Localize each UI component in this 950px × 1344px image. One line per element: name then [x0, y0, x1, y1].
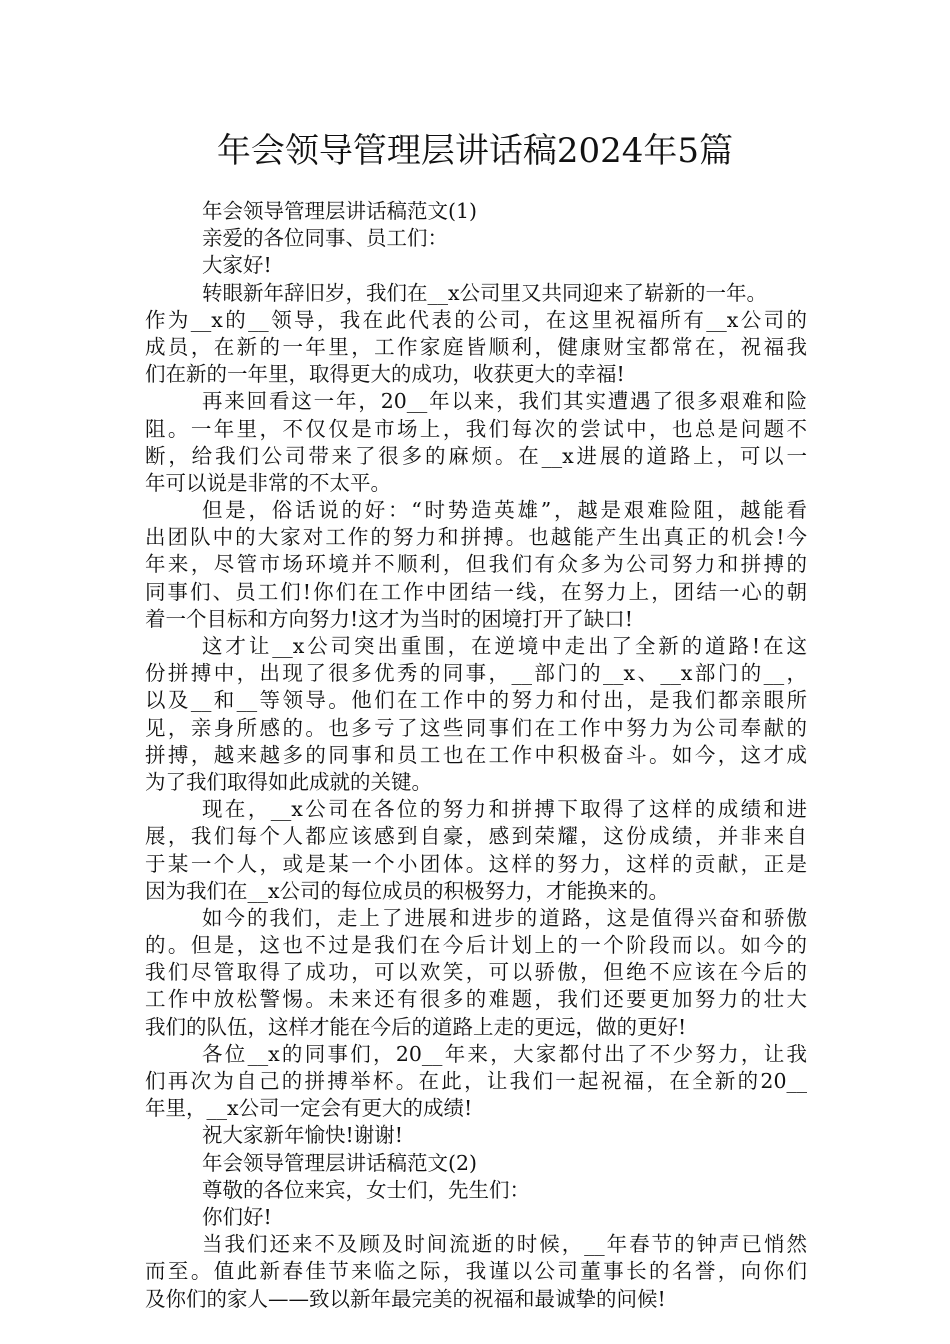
paragraph-line: 份拼搏中，出现了很多优秀的同事，__部门的__x、__x部门的__， — [145, 661, 807, 686]
paragraph-line: 现在，__x公司在各位的努力和拼搏下取得了这样的成绩和进 — [202, 797, 807, 822]
closing-line: 祝大家新年愉快!谢谢! — [202, 1123, 403, 1148]
paragraph-line: 而至。值此新春佳节来临之际，我谨以公司董事长的名誉，向你们 — [145, 1259, 807, 1284]
salutation: 尊敬的各位来宾，女士们，先生们： — [202, 1177, 530, 1202]
document-body — [145, 198, 807, 1313]
paragraph-line: 以及__和__等领导。他们在工作中的努力和付出，是我们都亲眼所 — [145, 688, 807, 713]
paragraph-line: 各位__x的同事们，20__年来，大家都付出了不少努力，让我 — [202, 1041, 807, 1066]
paragraph-line: 展，我们每个人都应该感到自豪，感到荣耀，这份成绩，并非来自 — [145, 824, 807, 849]
paragraph-line: 们再次为自己的拼搏举杯。在此，让我们一起祝福，在全新的20__ — [145, 1069, 807, 1093]
paragraph-line: 拼搏，越来越多的同事和员工也在工作中积极奋斗。如今，这才成 — [145, 742, 807, 767]
paragraph-line: 年里，__x公司一定会有更大的成绩! — [145, 1096, 473, 1121]
greeting: 大家好! — [202, 253, 272, 278]
paragraph-line: 当我们还来不及顾及时间流逝的时候，__年春节的钟声已悄然 — [202, 1232, 807, 1257]
paragraph-line: 我们尽管取得了成功，可以欢笑，可以骄傲，但绝不应该在今后的 — [145, 960, 807, 985]
paragraph-line: 成员，在新的一年里，工作家庭皆顺利，健康财宝都常在，祝福我 — [145, 334, 807, 359]
paragraph-line: 为了我们取得如此成就的关键。 — [145, 769, 432, 794]
paragraph-line: 断，给我们公司带来了很多的麻烦。在__x进展的道路上，可以一 — [145, 443, 807, 468]
salutation: 亲爱的各位同事、员工们： — [202, 226, 448, 251]
paragraph-line: 阻。一年里，不仅仅是市场上，我们每次的尝试中，也总是问题不 — [145, 416, 807, 441]
section-heading-1: 年会领导管理层讲话稿范文(1) — [202, 199, 478, 223]
document-title: 年会领导管理层讲话稿2024年5篇 — [216, 131, 734, 171]
paragraph-line: 如今的我们，走上了进展和进步的道路，这是值得兴奋和骄傲 — [202, 905, 807, 930]
paragraph-line: 的。但是，这也不过是我们在今后计划上的一个阶段而以。如今的 — [145, 933, 807, 958]
greeting: 你们好! — [202, 1204, 272, 1229]
section-heading-2: 年会领导管理层讲话稿范文(2) — [202, 1150, 478, 1175]
paragraph-line: 们在新的一年里，取得更大的成功，收获更大的幸福! — [145, 362, 625, 387]
paragraph-line: 我们的队伍，这样才能在今后的道路上走的更远，做的更好! — [145, 1014, 687, 1039]
paragraph-line: 工作中放松警惕。未来还有很多的难题，我们还要更加努力的壮大 — [145, 987, 807, 1012]
paragraph-line: 转眼新年辞旧岁，我们在__x公司里又共同迎来了崭新的一年。 — [202, 280, 768, 305]
paragraph-line: 年来，尽管市场环境并不顺利，但我们有众多为公司努力和拼搏的 — [145, 552, 807, 577]
paragraph-line: 年可以说是非常的不太平。 — [145, 470, 391, 495]
paragraph-line: 于某一个人，或是某一个小团体。这样的努力，这样的贡献，正是 — [145, 851, 807, 876]
paragraph-line: 见，亲身所感的。也多亏了这些同事们在工作中努力为公司奉献的 — [145, 715, 807, 740]
paragraph-line: 但是，俗话说的好：“时势造英雄”，越是艰难险阻，越能看 — [202, 498, 807, 523]
paragraph-line: 因为我们在__x公司的每位成员的积极努力，才能换来的。 — [145, 878, 670, 903]
paragraph-line: 作为__x的__领导，我在此代表的公司，在这里祝福所有__x公司的 — [145, 307, 807, 332]
paragraph-line: 出团队中的大家对工作的努力和拼搏。也越能产生出真正的机会!今 — [145, 525, 807, 550]
paragraph-line: 及你们的家人——致以新年最完美的祝福和最诚挚的问候! — [145, 1286, 666, 1311]
paragraph-line: 再来回看这一年，20__年以来，我们其实遭遇了很多艰难和险 — [202, 389, 807, 414]
paragraph-line: 着一个目标和方向努力!这才为当时的困境打开了缺口! — [145, 606, 633, 631]
paragraph-line: 这才让__x公司突出重围，在逆境中走出了全新的道路!在这 — [202, 634, 807, 658]
paragraph-line: 同事们、员工们!你们在工作中团结一线，在努力上，团结一心的朝 — [145, 579, 807, 604]
